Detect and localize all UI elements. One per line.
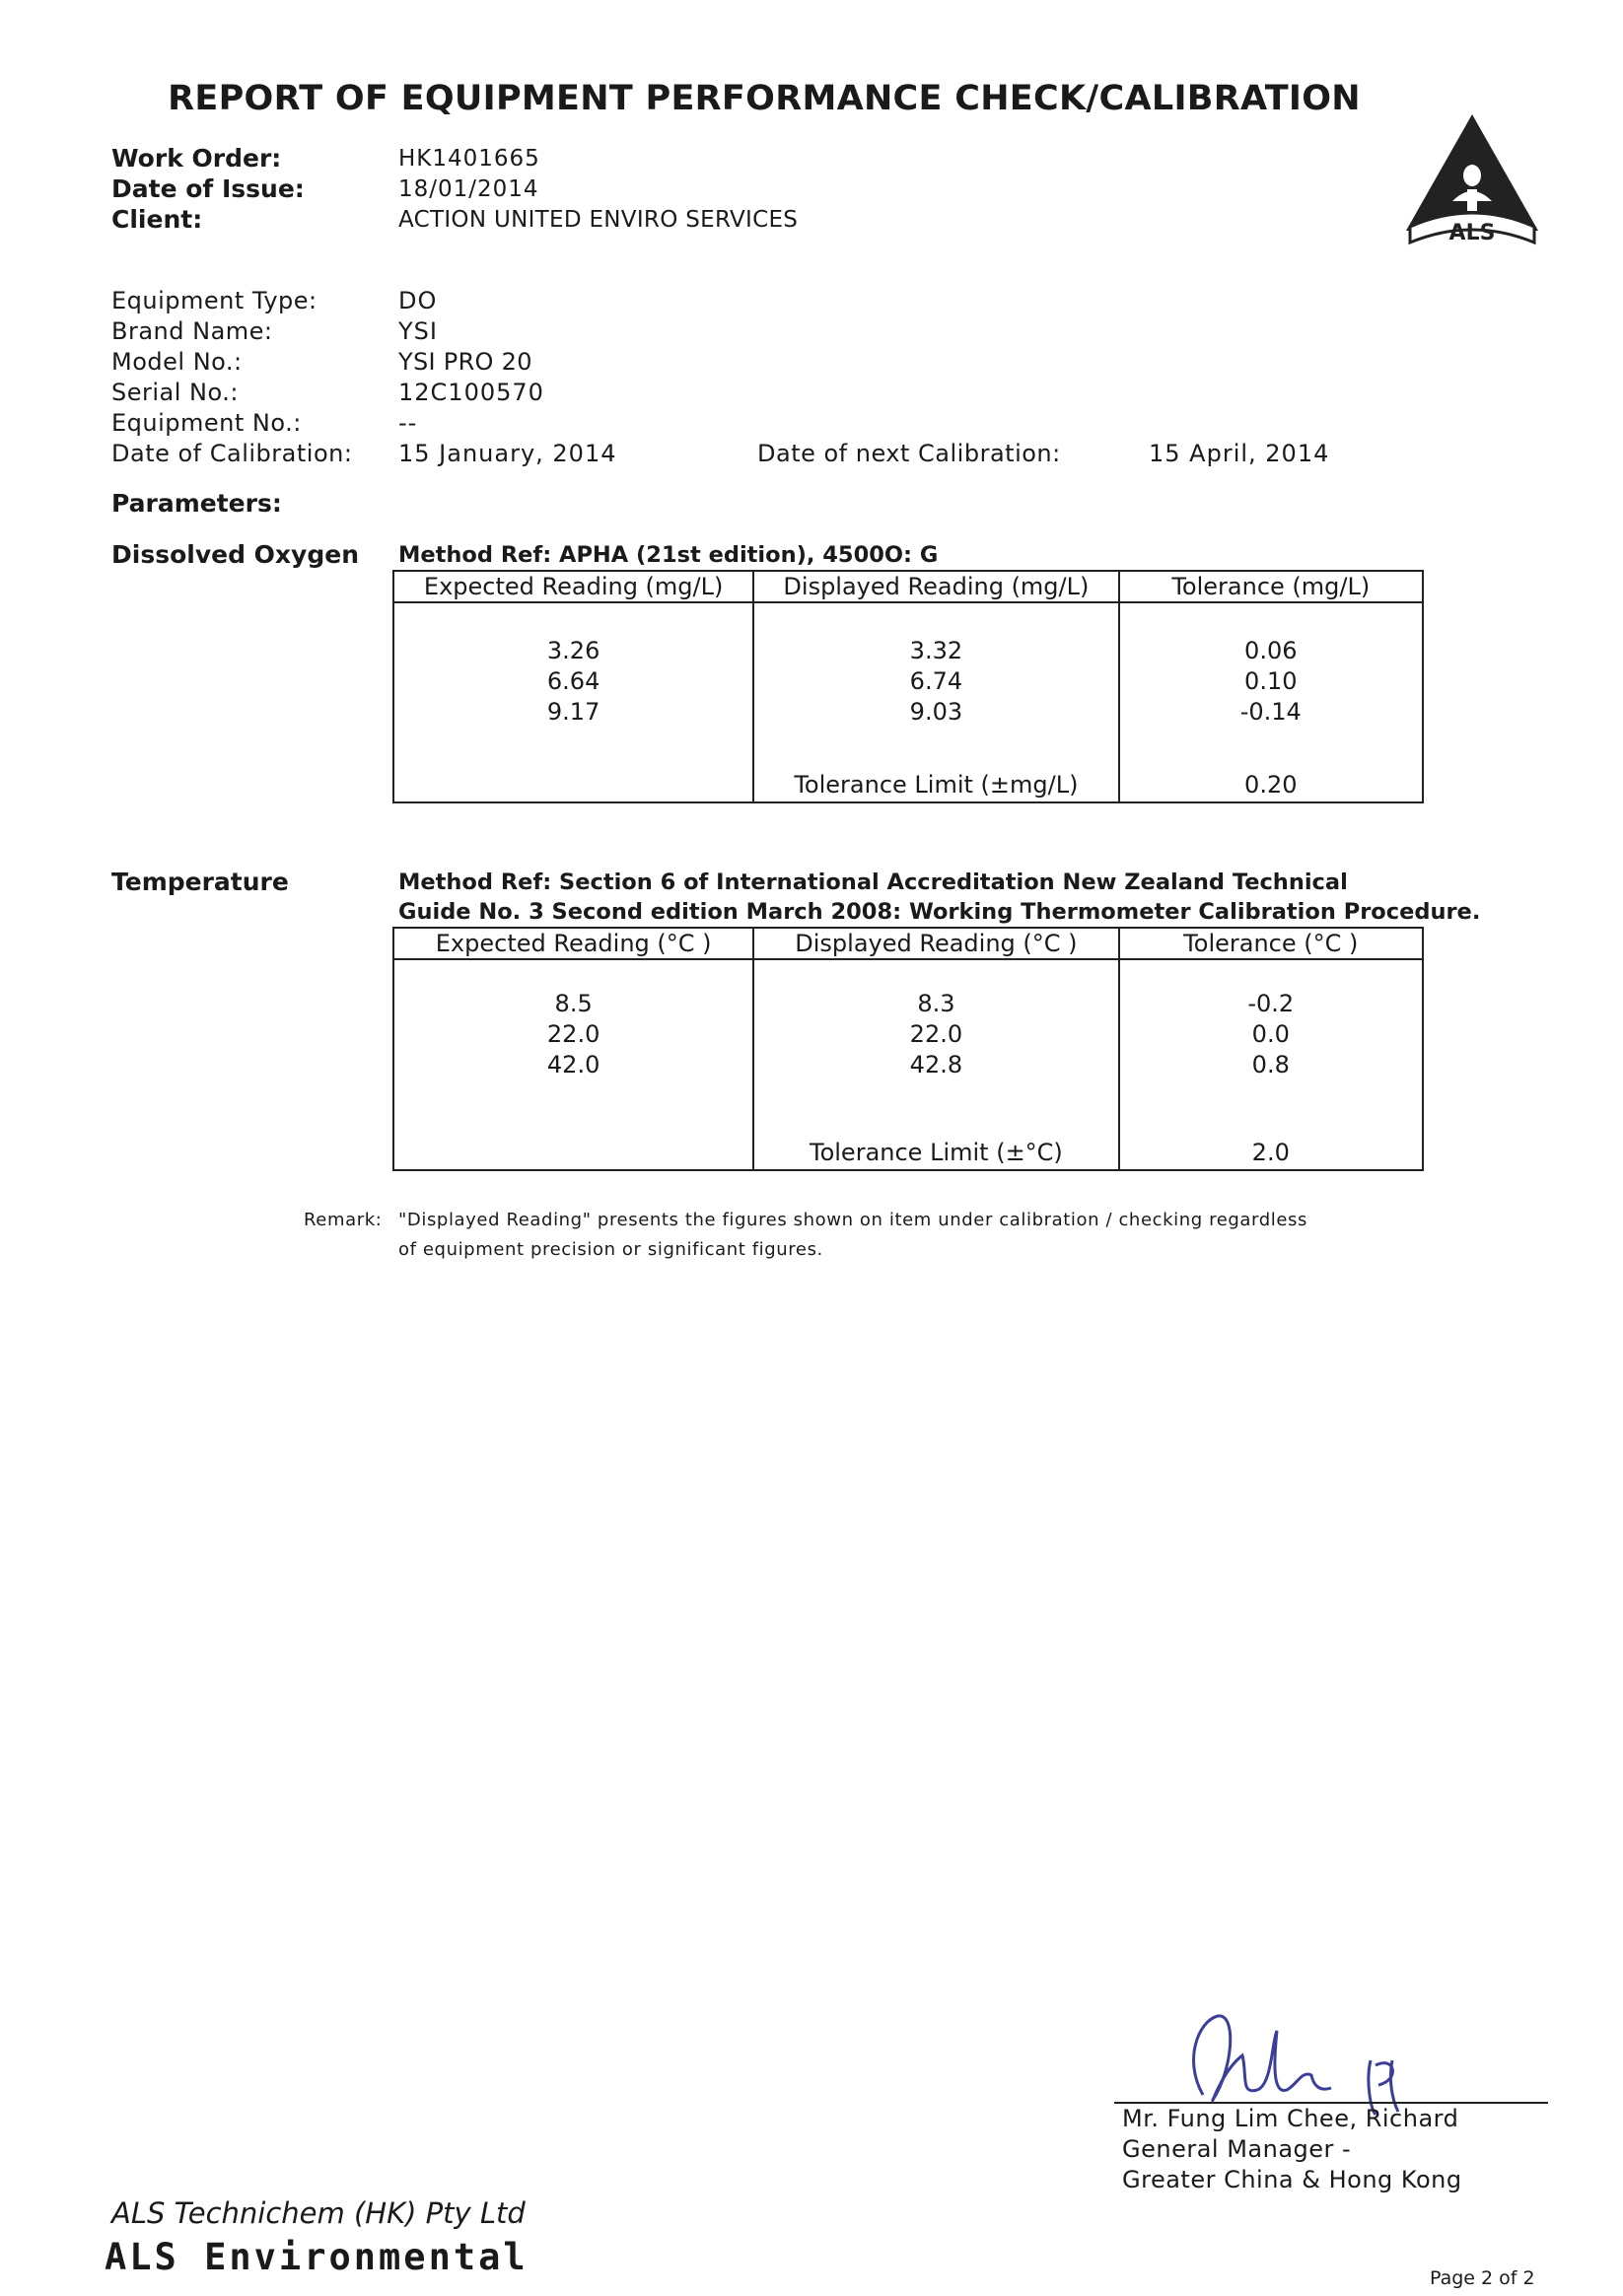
do-header-expected: Expected Reading (mg/L) bbox=[393, 571, 753, 602]
work-order-value: HK1401665 bbox=[398, 146, 540, 172]
temp-limit-value: 2.0 bbox=[1119, 1136, 1423, 1170]
do-tolerance-value: 0.06 bbox=[1244, 637, 1298, 664]
remark-line1: "Displayed Reading" presents the figures shown on item under calibration / checking regardless bbox=[398, 1210, 1307, 1230]
model-no-value: YSI PRO 20 bbox=[398, 348, 532, 376]
calibration-date-label: Date of Calibration: bbox=[111, 440, 353, 467]
do-limit-value: 0.20 bbox=[1119, 767, 1423, 802]
do-tolerance-value: -0.14 bbox=[1239, 698, 1302, 726]
signer-title1: General Manager - bbox=[1122, 2135, 1352, 2163]
temp-tolerance-cell bbox=[1119, 959, 1423, 1136]
date-issue-value: 18/01/2014 bbox=[398, 176, 539, 202]
remark-line2: of equipment precision or significant figures. bbox=[398, 1239, 823, 1260]
temp-tolerance-value: 0.8 bbox=[1251, 1051, 1290, 1078]
do-expected-value: 6.64 bbox=[546, 667, 600, 695]
temp-method-ref-line1: Method Ref: Section 6 of International Accreditation New Zealand Technical bbox=[398, 870, 1348, 895]
remark-label: Remark: bbox=[304, 1210, 383, 1230]
brand-name-value: YSI bbox=[398, 317, 438, 345]
next-calibration-value: 15 April, 2014 bbox=[1149, 440, 1330, 467]
footer-brand: ALS Environmental bbox=[105, 2236, 529, 2278]
do-header-tolerance: Tolerance (mg/L) bbox=[1119, 571, 1423, 602]
client-label: Client: bbox=[111, 205, 203, 234]
do-calibration-table bbox=[392, 570, 1424, 803]
do-expected-value: 3.26 bbox=[546, 637, 600, 664]
work-order-label: Work Order: bbox=[111, 144, 282, 173]
do-displayed-value: 6.74 bbox=[909, 667, 963, 695]
do-displayed-cell bbox=[753, 602, 1118, 767]
temp-header-tolerance: Tolerance (°C ) bbox=[1119, 928, 1423, 959]
next-calibration-label: Date of next Calibration: bbox=[757, 440, 1061, 467]
footer-company: ALS Technichem (HK) Pty Ltd bbox=[111, 2196, 526, 2230]
client-value: ACTION UNITED ENVIRO SERVICES bbox=[398, 207, 799, 233]
model-no-label: Model No.: bbox=[111, 348, 243, 376]
report-title: REPORT OF EQUIPMENT PERFORMANCE CHECK/CALIBRATION bbox=[168, 79, 1361, 118]
als-logo bbox=[1398, 110, 1546, 248]
brand-name-label: Brand Name: bbox=[111, 317, 273, 345]
temp-tolerance-value: 0.0 bbox=[1251, 1020, 1290, 1048]
temp-tolerance-value: -0.2 bbox=[1247, 990, 1295, 1017]
signer-name: Mr. Fung Lim Chee, Richard bbox=[1122, 2105, 1459, 2132]
equipment-type-label: Equipment Type: bbox=[111, 287, 318, 314]
temp-expected-cell bbox=[393, 959, 753, 1170]
parameters-label: Parameters: bbox=[111, 489, 282, 518]
temp-limit-label: Tolerance Limit (±°C) bbox=[753, 1136, 1118, 1170]
serial-no-value: 12C100570 bbox=[398, 379, 544, 406]
svg-text:ALS: ALS bbox=[1448, 221, 1496, 245]
dissolved-oxygen-label: Dissolved Oxygen bbox=[111, 540, 360, 569]
equipment-type-value: DO bbox=[398, 287, 438, 314]
temp-displayed-cell bbox=[753, 959, 1118, 1136]
do-tolerance-cell bbox=[1119, 602, 1423, 767]
temperature-label: Temperature bbox=[111, 868, 289, 896]
temp-header-displayed: Displayed Reading (°C ) bbox=[753, 928, 1118, 959]
calibration-date-value: 15 January, 2014 bbox=[398, 440, 617, 467]
temp-expected-value: 42.0 bbox=[546, 1051, 600, 1078]
do-limit-label: Tolerance Limit (±mg/L) bbox=[753, 767, 1118, 802]
page-number: Page 2 of 2 bbox=[1430, 2267, 1535, 2289]
do-expected-value: 9.17 bbox=[546, 698, 600, 726]
als-triangle-logo-icon bbox=[1398, 110, 1546, 248]
temp-displayed-value: 22.0 bbox=[909, 1020, 963, 1048]
temp-displayed-value: 8.3 bbox=[917, 990, 955, 1017]
equipment-no-label: Equipment No.: bbox=[111, 409, 302, 437]
temp-displayed-value: 42.8 bbox=[909, 1051, 963, 1078]
temp-expected-value: 8.5 bbox=[554, 990, 593, 1017]
do-displayed-value: 3.32 bbox=[909, 637, 963, 664]
temperature-calibration-table bbox=[392, 927, 1424, 1171]
temp-expected-value: 22.0 bbox=[546, 1020, 600, 1048]
do-displayed-value: 9.03 bbox=[909, 698, 963, 726]
serial-no-label: Serial No.: bbox=[111, 379, 239, 406]
equipment-no-value: -- bbox=[398, 409, 418, 437]
do-method-ref: Method Ref: APHA (21st edition), 4500O: G bbox=[398, 542, 939, 568]
temp-method-ref-line2: Guide No. 3 Second edition March 2008: Working Thermometer Calibration Procedure. bbox=[398, 899, 1481, 925]
do-expected-cell bbox=[393, 602, 753, 802]
do-header-displayed: Displayed Reading (mg/L) bbox=[753, 571, 1118, 602]
do-tolerance-value: 0.10 bbox=[1244, 667, 1298, 695]
date-issue-label: Date of Issue: bbox=[111, 174, 305, 203]
temp-header-expected: Expected Reading (°C ) bbox=[393, 928, 753, 959]
signer-title2: Greater China & Hong Kong bbox=[1122, 2166, 1462, 2193]
